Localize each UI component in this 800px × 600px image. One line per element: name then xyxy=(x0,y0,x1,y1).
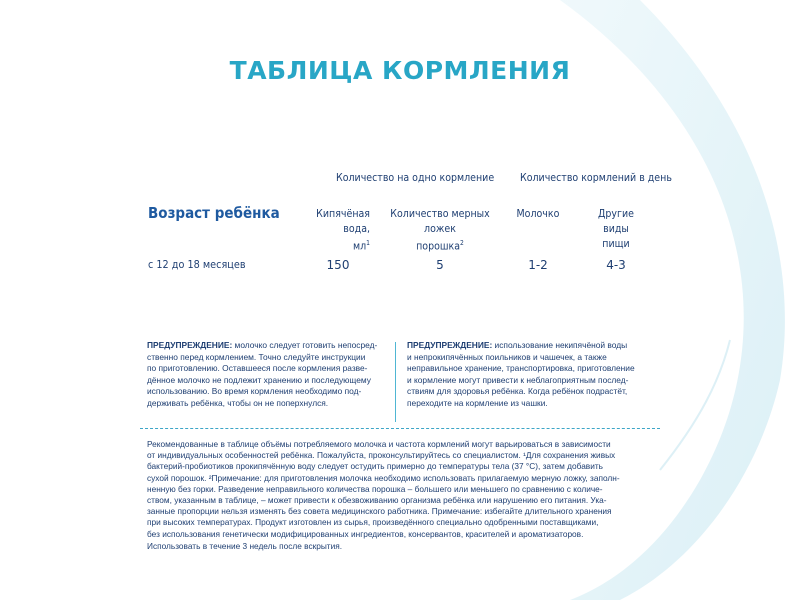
column-header-spoons xyxy=(378,206,502,254)
note-line: ненную без горки. Разведение неправильного количества порошка – большего или меньшего по сравнению с количе- xyxy=(147,483,603,494)
warning-text: и кормление могут привести к неблагоприятным послед- xyxy=(407,374,629,385)
row-water-value: 150 xyxy=(326,258,350,272)
warning-divider xyxy=(395,342,396,422)
section-divider xyxy=(140,428,660,429)
note-line: без использования генетически модифицированных ингредиентов, консервантов, красителей и ароматизаторов. xyxy=(147,528,584,539)
note-line: при высоких температурах. Продукт изготовлен из сырья, произведённого специально одобренными поставщиками, xyxy=(147,517,599,528)
column-header-water xyxy=(290,206,370,254)
group-header-per-day: Количество кормлений в день xyxy=(520,171,672,184)
warning-text: молочко следует готовить непосред- xyxy=(232,340,378,350)
column-header-other-food xyxy=(580,206,652,251)
warning-text: ствиям для здоровья ребёнка. Когда ребёнок подрастёт, xyxy=(407,386,628,396)
footnote-ref-2: 2 xyxy=(460,239,464,247)
note-line: занные пропорции нельзя изменять без совета медицинского работника. Примечание: избегайте длительного хранения xyxy=(147,506,612,517)
warning-text: держивать ребёнка, чтобы он не поперхнулся. xyxy=(147,397,329,408)
column-header-other-line1: Другие виды xyxy=(598,207,634,235)
column-header-milk-label: Молочко xyxy=(516,207,560,220)
note-line: сухой порошок. ²Примечание: для приготовления молочка необходимо использовать прилагаемую мерную ложку, заполн- xyxy=(147,472,620,483)
page-title: ТАБЛИЦА КОРМЛЕНИЯ xyxy=(229,56,571,85)
note-line: от индивидуальных особенностей ребёнка. Пожалуйста, проконсультируйтесь со специалистом. ¹Для сохранения живых xyxy=(147,450,616,461)
note-line: Рекомендованные в таблице объёмы потребляемого молочка и частота кормлений могут варьироваться в зависимости xyxy=(147,439,611,449)
row-milk-value: 1-2 xyxy=(528,258,548,272)
note-line: бактерий-пробиотиков прокипячённую воду следует остудить примерно до температуры тела (37 °С), затем добавить xyxy=(147,461,603,472)
warning-text: переходите на кормление из чашки. xyxy=(407,397,548,408)
warning-hygiene xyxy=(407,340,657,409)
feeding-notes xyxy=(147,439,657,540)
row-other-value: 4-3 xyxy=(606,258,626,272)
warning-label: ПРЕДУПРЕЖДЕНИЕ: xyxy=(147,340,233,350)
usage-period-note: Использовать в течение 3 недель после вскрытия. xyxy=(147,541,343,551)
column-header-water-line1: Кипячёная вода, xyxy=(316,207,370,235)
age-column-header: Возраст ребёнка xyxy=(148,204,280,222)
note-line: ством, указанным в таблице, – может привести к обезвоживанию организма ребёнка или нарушению его питания. Ука- xyxy=(147,495,607,506)
footnote-ref-1: 1 xyxy=(366,239,370,247)
warning-text: неправильное хранение, транспортировка, приготовление xyxy=(407,363,635,373)
group-header-per-feeding: Количество на одно кормление xyxy=(336,171,495,184)
warning-label: ПРЕДУПРЕЖДЕНИЕ: xyxy=(407,340,493,350)
column-header-milk xyxy=(510,206,566,221)
column-header-water-line2 xyxy=(301,236,370,254)
column-header-spoons-line1: Количество мерных ложек xyxy=(390,207,490,235)
water-unit: мл xyxy=(352,239,367,253)
column-header-spoons-line2 xyxy=(387,236,494,254)
warning-text: и непрокипячённых поильников и чашечек, а также xyxy=(407,351,607,362)
column-header-other-line2: пищи xyxy=(602,237,630,250)
warning-text: использование некипячёной воды xyxy=(492,340,628,350)
row-age-value: с 12 до 18 месяцев xyxy=(148,258,246,271)
row-spoons-value: 5 xyxy=(436,258,444,272)
spoons-unit: порошка xyxy=(416,239,461,253)
warning-text: дённое молочко не подлежит хранению и последующему xyxy=(147,374,371,385)
warning-preparation xyxy=(147,340,387,409)
warning-text: использованию. Во время кормления необходимо под- xyxy=(147,386,362,396)
warning-text: по приготовлению. Оставшееся после кормления разве- xyxy=(147,363,368,373)
warning-text: ственно перед кормлением. Точно следуйте инструкции xyxy=(147,351,366,362)
